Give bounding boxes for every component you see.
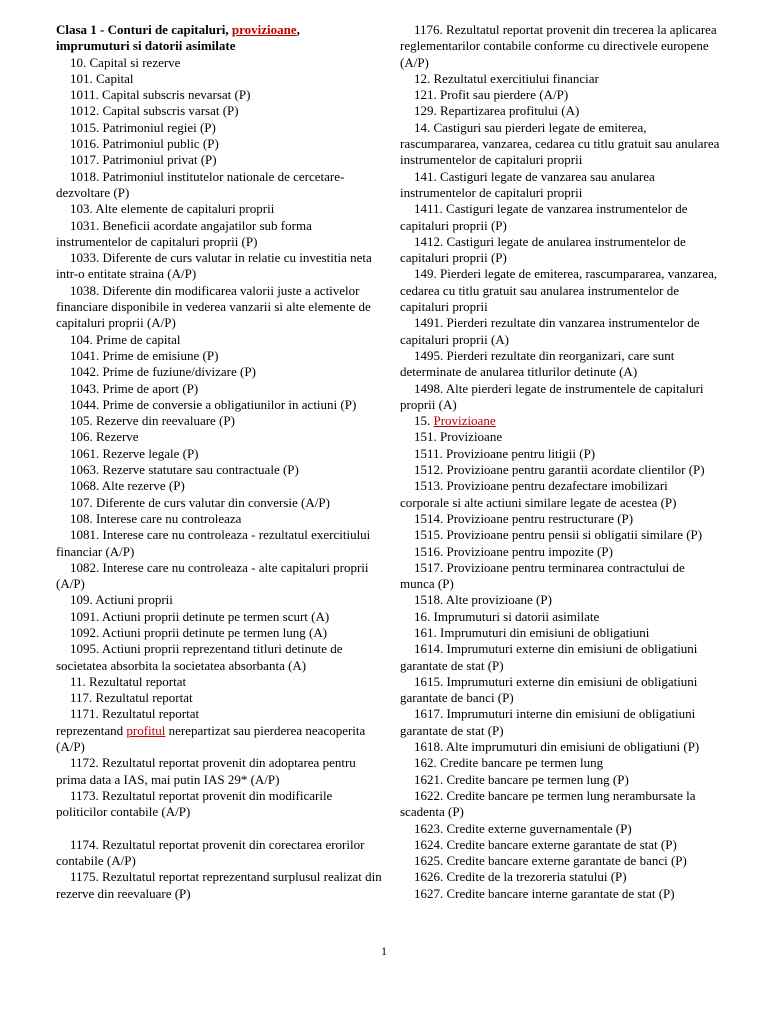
account-item: 121. Profit sau pierdere (A/P) <box>414 87 569 103</box>
account-item: 129. Repartizarea profitului (A) <box>414 103 580 119</box>
heading-text: Clasa 1 - Conturi de capitaluri, <box>56 22 232 37</box>
account-item: 1618. Alte imprumuturi din emisiuni de obligatiuni (P) <box>414 739 700 755</box>
account-item: 1515. Provizioane pentru pensii si obligatii similare (P) <box>414 527 703 543</box>
provizioane-link[interactable]: provizioane <box>231 22 297 37</box>
account-item: 16. Imprumuturi si datorii asimilate <box>414 608 600 624</box>
page-number: 1 <box>381 944 387 958</box>
account-item: 161. Imprumuturi din emisiuni de obligatiuni <box>414 624 650 640</box>
heading-text-line2: imprumuturi si datorii asimilate <box>56 38 236 54</box>
account-item: 15. Provizioane <box>414 413 496 429</box>
account-item: 1518. Alte provizioane (P) <box>414 592 552 608</box>
account-item: 1172. Rezultatul reportat provenit din adoptarea pentru prima data a IAS, mai putin IAS 29* (A/P) <box>56 755 356 787</box>
account-item: 12. Rezultatul exercitiului financiar <box>414 70 599 86</box>
account-item: 1095. Actiuni proprii reprezentand titluri detinute de societatea absorbita la societatea absorbanta (A) <box>56 641 343 673</box>
account-item: 14. Castiguri sau pierderi legate de emiterea, rascumpararea, vanzarea, cedarea cu titlu gratuit sau anularea instrumentelor de capitaluri proprii <box>400 119 720 168</box>
account-item: 1516. Provizioane pentru impozite (P) <box>414 543 613 559</box>
account-item: 1491. Pierderi rezultate din vanzarea instrumentelor de capitaluri proprii (A) <box>400 315 700 347</box>
account-item: 1011. Capital subscris nevarsat (P) <box>70 87 251 103</box>
account-item: 1513. Provizioane pentru dezafectare imobilizari corporale si alte actiuni similare legate de acestea (P) <box>400 478 677 510</box>
account-item: 1621. Credite bancare pe termen lung (P) <box>414 771 629 787</box>
account-item: 117. Rezultatul reportat <box>70 690 193 706</box>
account-item: 1017. Patrimoniul privat (P) <box>70 152 217 168</box>
account-item: 1514. Provizioane pentru restructurare (P) <box>414 510 634 526</box>
account-list <box>56 55 382 723</box>
account-item: 1063. Rezerve statutare sau contractuale (P) <box>70 462 299 478</box>
account-item: 1041. Prime de emisiune (P) <box>70 347 219 363</box>
left-column <box>56 22 382 902</box>
account-list <box>400 429 720 902</box>
account-item: 1043. Prime de aport (P) <box>70 380 199 396</box>
provizioane-link-15[interactable]: Provizioane <box>433 413 496 429</box>
account-item: 1018. Patrimoniul institutelor nationale de cercetare-dezvoltare (P) <box>56 168 345 200</box>
heading-comma: , <box>296 22 300 37</box>
account-item: 151. Provizioane <box>414 429 503 445</box>
profitul-link[interactable]: profitul <box>126 722 166 738</box>
account-item-continuation: reprezentand profitul nerepartizat sau pierderea neacoperita (A/P) <box>56 722 366 755</box>
account-item: 1623. Credite externe guvernamentale (P) <box>414 820 632 836</box>
account-item: 1176. Rezultatul reportat provenit din trecerea la aplicarea reglementarilor contabile conforme cu directivele europene (A/P) <box>400 22 717 70</box>
account-item: 1625. Credite bancare externe garantate de banci (P) <box>414 853 687 869</box>
account-item: 1082. Interese care nu controleaza - alte capitaluri proprii (A/P) <box>56 559 369 592</box>
account-item: 1175. Rezultatul reportat reprezentand surplusul realizat din rezerve din reevaluare (P) <box>56 869 382 901</box>
account-item: 106. Rezerve <box>70 429 139 445</box>
account-item: 1081. Interese care nu controleaza - rezultatul exercitiului financiar (A/P) <box>56 527 371 559</box>
account-item: 1012. Capital subscris varsat (P) <box>70 103 239 119</box>
account-item: 1033. Diferente de curs valutar in relatie cu investitia neta intr-o entitate straina (A/P) <box>56 250 372 282</box>
account-item: 1627. Credite bancare interne garantate de stat (P) <box>414 885 675 901</box>
account-item: 108. Interese care nu controleaza <box>70 510 242 526</box>
account-item: 1412. Castiguri legate de anularea instrumentelor de capitaluri proprii (P) <box>400 233 686 266</box>
account-item: 1622. Credite bancare pe termen lung nerambursate la scadenta (P) <box>400 787 696 820</box>
account-item: 1044. Prime de conversie a obligatiunilor in actiuni (P) <box>70 396 357 412</box>
account-item: 101. Capital <box>70 70 134 86</box>
account-item: 149. Pierderi legate de emiterea, rascumpararea, vanzarea, cedarea cu titlu gratuit sau anularea instrumentelor de capitaluri proprii <box>400 266 718 315</box>
account-item: 1626. Credite de la trezoreria statului (P) <box>414 869 627 885</box>
account-item: 162. Credite bancare pe termen lung <box>414 755 604 771</box>
account-item: 1174. Rezultatul reportat provenit din corectarea erorilor contabile (A/P) <box>56 836 365 869</box>
account-item: 1624. Credite bancare externe garantate de stat (P) <box>414 836 677 852</box>
account-item: 10. Capital si rezerve <box>70 54 181 70</box>
account-item: 103. Alte elemente de capitaluri proprii <box>70 201 275 217</box>
account-list <box>400 22 720 413</box>
blank-line <box>56 821 382 837</box>
account-item: 1411. Castiguri legate de vanzarea instrumentelor de capitaluri proprii (P) <box>400 201 688 233</box>
account-item: 109. Actiuni proprii <box>70 592 173 608</box>
account-item: 107. Diferente de curs valutar din conversie (A/P) <box>70 494 330 510</box>
account-item: 1016. Patrimoniul public (P) <box>70 136 219 152</box>
account-item: 1617. Imprumuturi interne din emisiuni de obligatiuni garantate de stat (P) <box>400 706 696 738</box>
account-item: 104. Prime de capital <box>70 331 181 347</box>
account-item: 1498. Alte pierderi legate de instrumentele de capitaluri proprii (A) <box>400 380 704 412</box>
account-item: 1615. Imprumuturi externe din emisiuni de obligatiuni garantate de banci (P) <box>400 673 698 706</box>
account-item: 1495. Pierderi rezultate din reorganizari, care sunt determinate de anularea titlurilor detinute (A) <box>400 347 675 380</box>
account-item: 1517. Provizioane pentru terminarea contractului de munca (P) <box>400 559 685 592</box>
account-item: 1068. Alte rezerve (P) <box>70 478 185 494</box>
account-list <box>56 755 382 820</box>
account-item: 1173. Rezultatul reportat provenit din modificarile politicilor contabile (A/P) <box>56 787 333 820</box>
account-item: 1511. Provizioane pentru litigii (P) <box>414 445 596 461</box>
account-item: 1038. Diferente din modificarea valorii juste a activelor financiare disponibile in vederea vanzarii si alte elemente de capitaluri proprii (A/P) <box>56 282 371 331</box>
account-list <box>56 837 382 902</box>
account-item: 1042. Prime de fuziune/divizare (P) <box>70 364 256 380</box>
account-item: 1171. Rezultatul reportat <box>70 706 200 722</box>
account-item: 1015. Patrimoniul regiei (P) <box>70 119 216 135</box>
account-item: 1061. Rezerve legale (P) <box>70 445 199 461</box>
right-column <box>400 22 720 902</box>
account-item: 11. Rezultatul reportat <box>70 673 187 689</box>
account-item: 1512. Provizioane pentru garantii acordate clientilor (P) <box>414 462 705 478</box>
section-heading <box>56 22 382 55</box>
account-item: 1092. Actiuni proprii detinute pe termen lung (A) <box>70 624 328 640</box>
account-item: 1614. Imprumuturi externe din emisiuni de obligatiuni garantate de stat (P) <box>400 641 698 673</box>
account-item: 1091. Actiuni proprii detinute pe termen scurt (A) <box>70 608 330 624</box>
account-item: 105. Rezerve din reevaluare (P) <box>70 413 235 429</box>
account-item: 141. Castiguri legate de vanzarea sau anularea instrumentelor de capitaluri proprii <box>400 168 655 200</box>
account-item: 1031. Beneficii acordate angajatilor sub forma instrumentelor de capitaluri proprii (P) <box>56 217 312 249</box>
